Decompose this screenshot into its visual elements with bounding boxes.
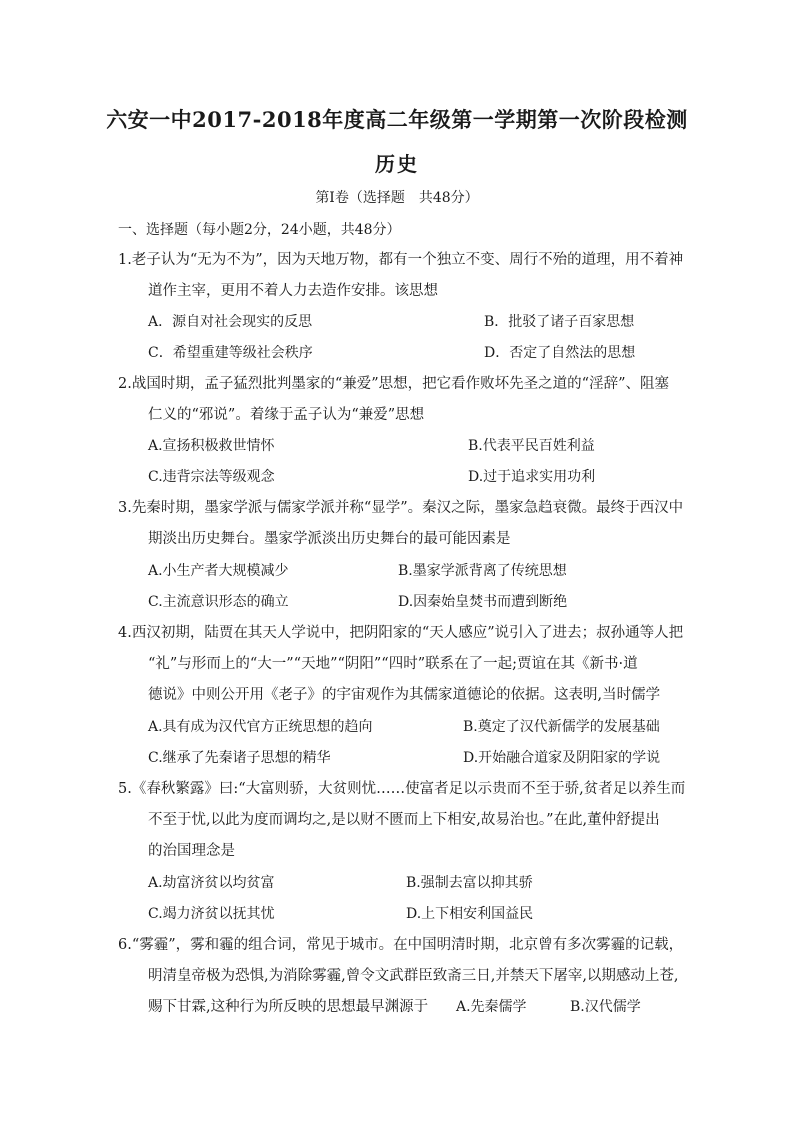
question-5-line-2: 不至于忧,以此为度而调均之,是以财不匮而上下相安,故易治也。”在此,董仲舒提出 — [148, 812, 660, 828]
question-3-option-d: D.因秦始皇焚书而遭到断绝 — [398, 594, 568, 610]
part-heading: 第Ⅰ卷（选择题 共48分） — [315, 190, 479, 206]
question-4-option-b: B.奠定了汉代新儒学的发展基础 — [463, 719, 660, 735]
question-2-option-a: A.宣扬积极救世情怀 — [148, 438, 275, 454]
question-3-option-b: B.墨家学派背离了传统思想 — [398, 563, 567, 579]
question-4-option-a: A.具有成为汉代官方正统思想的趋向 — [148, 719, 373, 735]
question-2-option-d: D.过于追求实用功利 — [468, 469, 596, 485]
question-4-option-d: D.开始融合道家及阴阳家的学说 — [463, 750, 661, 766]
question-4-option-c: C.继承了先秦诸子思想的精华 — [148, 750, 331, 766]
question-5-option-a: A.劫富济贫以均贫富 — [148, 875, 275, 891]
question-6-line-2: 明清皇帝极为恐惧,为消除雾霾,曾令文武群臣致斋三日,并禁天下屠宰,以期感动上苍, — [148, 968, 679, 984]
question-4-line-1: 4.西汉初期，陆贾在其天人学说中，把阴阳家的“天人感应”说引入了进去；叔孙通等人把 — [118, 625, 684, 641]
section-heading: 一、选择题（每小题2分，24小题，共48分） — [118, 222, 401, 238]
question-5-option-c: C.竭力济贫以抚其忧 — [148, 906, 275, 922]
question-6-line-1: 6.“雾霾”，雾和霾的组合词，常见于城市。在中国明清时期，北京曾有多次雾霾的记载， — [118, 937, 684, 953]
exam-title: 六安一中2017-2018年度高二年级第一学期第一次阶段检测 — [106, 107, 688, 132]
question-3-line-1: 3.先秦时期，墨家学派与儒家学派并称“显学”。秦汉之际，墨家急趋衰微。最终于西汉中 — [118, 500, 684, 516]
question-1-option-c: C．希望重建等级社会秩序 — [148, 345, 313, 361]
question-2-option-b: B.代表平民百姓利益 — [468, 438, 595, 454]
question-1-line-2: 道作主宰，更用不着人力去造作安排。该思想 — [148, 283, 438, 299]
question-4-line-3: 德说》中则公开用《老子》的宇宙观作为其儒家道德论的依据。这表明,当时儒学 — [148, 687, 661, 703]
question-5-line-3: 的治国理念是 — [148, 843, 235, 859]
question-5-option-d: D.上下相安利国益民 — [406, 906, 534, 922]
question-3-line-2: 期淡出历史舞台。墨家学派淡出历史舞台的最可能因素是 — [148, 531, 511, 547]
question-4-line-2: “礼”与形而上的“大一”“天地”“阴阳”“四时”联系在了一起;贾谊在其《新书·道 — [148, 656, 638, 672]
question-1-option-a: A．源自对社会现实的反思 — [148, 314, 313, 330]
question-1-option-d: D．否定了自然法的思想 — [484, 345, 636, 361]
question-1-option-b: B．批驳了诸子百家思想 — [484, 314, 635, 330]
question-3-option-a: A.小生产者大规模减少 — [148, 563, 289, 579]
question-1-line-1: 1.老子认为“无为不为”，因为天地万物，都有一个独立不变、周行不殆的道理，用不着神 — [118, 252, 684, 268]
subject-title: 历史 — [375, 152, 419, 176]
question-5-option-b: B.强制去富以抑其骄 — [406, 875, 533, 891]
question-2-line-2: 仁义的“邪说”。着缘于孟子认为“兼爱”思想 — [148, 407, 425, 423]
question-6-option-b: B.汉代儒学 — [570, 999, 641, 1015]
question-3-option-c: C.主流意识形态的确立 — [148, 594, 289, 610]
question-5-line-1: 5.《春秋繁露》曰:“大富则骄，大贫则忧……使富者足以示贵而不至于骄,贫者足以养生而 — [118, 781, 686, 797]
question-2-option-c: C.违背宗法等级观念 — [148, 469, 275, 485]
question-2-line-1: 2.战国时期，孟子猛烈批判墨家的“兼爱”思想，把它看作败坏先圣之道的“淫辞”、阻塞 — [118, 376, 669, 392]
question-6-option-a: A.先秦儒学 — [456, 999, 527, 1015]
question-6-line-3: 赐下甘霖,这种行为所反映的思想最早渊源于 — [148, 999, 429, 1015]
